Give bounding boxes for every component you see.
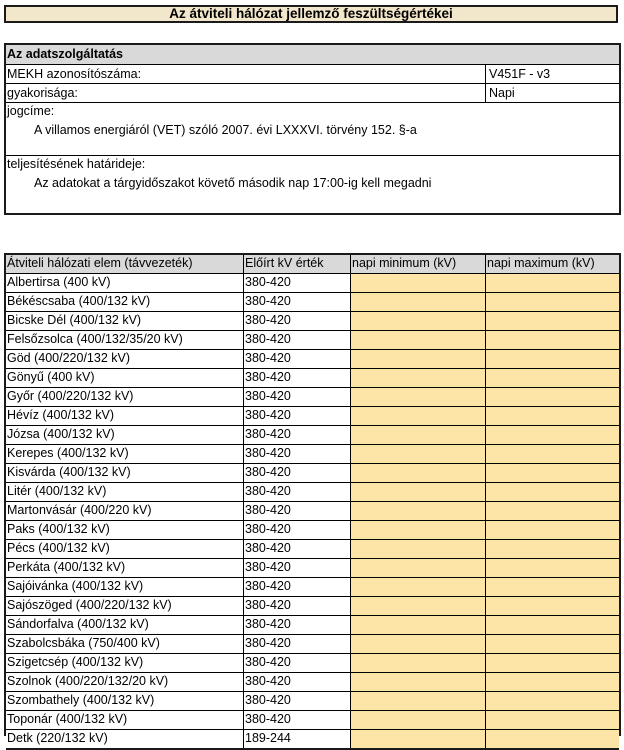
prescribed-kv-cell: 380-420 bbox=[244, 597, 351, 615]
table-row bbox=[6, 692, 619, 711]
table-header-row bbox=[6, 255, 619, 274]
legal-basis-text: A villamos energiáról (VET) szóló 2007. évi LXXXVI. törvény 152. §-a bbox=[34, 123, 417, 137]
column-header-element: Átviteli hálózati elem (távvezeték) bbox=[6, 255, 244, 273]
deadline-label: teljesítésének határideje: bbox=[7, 157, 146, 171]
prescribed-kv-cell: 380-420 bbox=[244, 711, 351, 729]
daily-minimum-input-cell[interactable] bbox=[351, 312, 486, 330]
prescribed-kv-cell: 380-420 bbox=[244, 426, 351, 444]
table-row bbox=[6, 464, 619, 483]
daily-minimum-input-cell[interactable] bbox=[351, 350, 486, 368]
table-row bbox=[6, 521, 619, 540]
daily-maximum-input-cell[interactable] bbox=[486, 730, 619, 748]
prescribed-kv-cell: 380-420 bbox=[244, 369, 351, 387]
table-row bbox=[6, 654, 619, 673]
daily-maximum-input-cell[interactable] bbox=[486, 654, 619, 672]
daily-minimum-input-cell[interactable] bbox=[351, 502, 486, 520]
table-row bbox=[6, 445, 619, 464]
id-label: MEKH azonosítószáma: bbox=[6, 65, 486, 83]
element-name-cell: Szombathely (400/132 kV) bbox=[6, 692, 244, 710]
daily-minimum-input-cell[interactable] bbox=[351, 654, 486, 672]
daily-minimum-input-cell[interactable] bbox=[351, 464, 486, 482]
table-row bbox=[6, 407, 619, 426]
prescribed-kv-cell: 380-420 bbox=[244, 312, 351, 330]
legal-basis-block bbox=[6, 103, 619, 156]
daily-maximum-input-cell[interactable] bbox=[486, 312, 619, 330]
prescribed-kv-cell: 380-420 bbox=[244, 559, 351, 577]
table-row bbox=[6, 502, 619, 521]
prescribed-kv-cell: 380-420 bbox=[244, 350, 351, 368]
element-name-cell: Toponár (400/132 kV) bbox=[6, 711, 244, 729]
daily-minimum-input-cell[interactable] bbox=[351, 635, 486, 653]
prescribed-kv-cell: 380-420 bbox=[244, 388, 351, 406]
daily-minimum-input-cell[interactable] bbox=[351, 521, 486, 539]
element-name-cell: Szigetcsép (400/132 kV) bbox=[6, 654, 244, 672]
prescribed-kv-cell: 380-420 bbox=[244, 464, 351, 482]
prescribed-kv-cell: 380-420 bbox=[244, 635, 351, 653]
table-row bbox=[6, 483, 619, 502]
table-row bbox=[6, 673, 619, 692]
daily-minimum-input-cell[interactable] bbox=[351, 274, 486, 292]
frequency-value: Napi bbox=[489, 86, 515, 100]
table-row bbox=[6, 730, 619, 750]
service-heading: Az adatszolgáltatás bbox=[6, 45, 619, 65]
prescribed-kv-cell: 380-420 bbox=[244, 483, 351, 501]
prescribed-kv-cell: 380-420 bbox=[244, 407, 351, 425]
voltage-table bbox=[4, 253, 621, 745]
daily-maximum-input-cell[interactable] bbox=[486, 464, 619, 482]
element-name-cell: Pécs (400/132 kV) bbox=[6, 540, 244, 558]
daily-minimum-input-cell[interactable] bbox=[351, 388, 486, 406]
legal-basis-label: jogcíme: bbox=[7, 104, 55, 118]
daily-maximum-input-cell[interactable] bbox=[486, 540, 619, 558]
daily-minimum-input-cell[interactable] bbox=[351, 616, 486, 634]
daily-minimum-input-cell[interactable] bbox=[351, 559, 486, 577]
daily-maximum-input-cell[interactable] bbox=[486, 616, 619, 634]
element-name-cell: Martonvásár (400/220 kV) bbox=[6, 502, 244, 520]
table-row bbox=[6, 369, 619, 388]
daily-maximum-input-cell[interactable] bbox=[486, 635, 619, 653]
service-info-box bbox=[4, 43, 621, 215]
daily-minimum-input-cell[interactable] bbox=[351, 578, 486, 596]
daily-maximum-input-cell[interactable] bbox=[486, 597, 619, 615]
daily-maximum-input-cell[interactable] bbox=[486, 274, 619, 292]
element-name-cell: Sajószöged (400/220/132 kV) bbox=[6, 597, 244, 615]
prescribed-kv-cell: 189-244 bbox=[244, 730, 351, 748]
daily-maximum-input-cell[interactable] bbox=[486, 350, 619, 368]
daily-minimum-input-cell[interactable] bbox=[351, 711, 486, 729]
table-row bbox=[6, 388, 619, 407]
daily-maximum-input-cell[interactable] bbox=[486, 293, 619, 311]
table-row bbox=[6, 312, 619, 331]
element-name-cell: Szolnok (400/220/132/20 kV) bbox=[6, 673, 244, 691]
column-header-daily-maximum: napi maximum (kV) bbox=[487, 256, 595, 270]
table-row bbox=[6, 274, 619, 293]
page-title: Az átviteli hálózat jellemző feszültségértékei bbox=[4, 5, 618, 23]
id-value: V451F - v3 bbox=[489, 67, 551, 81]
frequency-label: gyakorisága: bbox=[6, 84, 486, 102]
daily-maximum-input-cell[interactable] bbox=[486, 388, 619, 406]
table-row bbox=[6, 331, 619, 350]
element-name-cell: Bicske Dél (400/132 kV) bbox=[6, 312, 244, 330]
daily-minimum-input-cell[interactable] bbox=[351, 331, 486, 349]
table-row bbox=[6, 540, 619, 559]
daily-minimum-input-cell[interactable] bbox=[351, 597, 486, 615]
table-row bbox=[6, 293, 619, 312]
table-row bbox=[6, 350, 619, 369]
daily-minimum-input-cell[interactable] bbox=[351, 730, 486, 748]
element-name-cell: Paks (400/132 kV) bbox=[6, 521, 244, 539]
prescribed-kv-cell: 380-420 bbox=[244, 274, 351, 292]
deadline-block bbox=[6, 156, 619, 216]
prescribed-kv-cell: 380-420 bbox=[244, 293, 351, 311]
daily-minimum-input-cell[interactable] bbox=[351, 426, 486, 444]
prescribed-kv-cell: 380-420 bbox=[244, 521, 351, 539]
table-row bbox=[6, 711, 619, 730]
prescribed-kv-cell: 380-420 bbox=[244, 616, 351, 634]
element-name-cell: Perkáta (400/132 kV) bbox=[6, 559, 244, 577]
daily-maximum-input-cell[interactable] bbox=[486, 673, 619, 691]
table-row bbox=[6, 597, 619, 616]
prescribed-kv-cell: 380-420 bbox=[244, 445, 351, 463]
daily-minimum-input-cell[interactable] bbox=[351, 293, 486, 311]
element-name-cell: Győr (400/220/132 kV) bbox=[6, 388, 244, 406]
daily-minimum-input-cell[interactable] bbox=[351, 540, 486, 558]
element-name-cell: Szabolcsbáka (750/400 kV) bbox=[6, 635, 244, 653]
prescribed-kv-cell: 380-420 bbox=[244, 692, 351, 710]
column-header-daily-minimum: napi minimum (kV) bbox=[351, 255, 486, 273]
element-name-cell: Gönyű (400 kV) bbox=[6, 369, 244, 387]
daily-minimum-input-cell[interactable] bbox=[351, 369, 486, 387]
daily-minimum-input-cell[interactable] bbox=[351, 692, 486, 710]
element-name-cell: Békéscsaba (400/132 kV) bbox=[6, 293, 244, 311]
frequency-row bbox=[6, 84, 619, 103]
table-row bbox=[6, 578, 619, 597]
element-name-cell: Józsa (400/132 kV) bbox=[6, 426, 244, 444]
daily-maximum-input-cell[interactable] bbox=[486, 483, 619, 501]
element-name-cell: Kisvárda (400/132 kV) bbox=[6, 464, 244, 482]
daily-maximum-input-cell[interactable] bbox=[486, 692, 619, 710]
daily-minimum-input-cell[interactable] bbox=[351, 407, 486, 425]
element-name-cell: Göd (400/220/132 kV) bbox=[6, 350, 244, 368]
prescribed-kv-cell: 380-420 bbox=[244, 331, 351, 349]
daily-maximum-input-cell[interactable] bbox=[486, 407, 619, 425]
daily-minimum-input-cell[interactable] bbox=[351, 445, 486, 463]
id-row bbox=[6, 65, 619, 84]
table-row bbox=[6, 616, 619, 635]
deadline-text: Az adatokat a tárgyidőszakot követő második nap 17:00-ig kell megadni bbox=[34, 176, 432, 190]
element-name-cell: Litér (400/132 kV) bbox=[6, 483, 244, 501]
table-row bbox=[6, 635, 619, 654]
element-name-cell: Albertirsa (400 kV) bbox=[6, 274, 244, 292]
daily-maximum-input-cell[interactable] bbox=[486, 369, 619, 387]
prescribed-kv-cell: 380-420 bbox=[244, 540, 351, 558]
element-name-cell: Hévíz (400/132 kV) bbox=[6, 407, 244, 425]
daily-maximum-input-cell[interactable] bbox=[486, 502, 619, 520]
daily-maximum-input-cell[interactable] bbox=[486, 578, 619, 596]
element-name-cell: Felsőzsolca (400/132/35/20 kV) bbox=[6, 331, 244, 349]
prescribed-kv-cell: 380-420 bbox=[244, 502, 351, 520]
daily-maximum-input-cell[interactable] bbox=[486, 711, 619, 729]
element-name-cell: Sándorfalva (400/132 kV) bbox=[6, 616, 244, 634]
table-row bbox=[6, 559, 619, 578]
prescribed-kv-cell: 380-420 bbox=[244, 654, 351, 672]
element-name-cell: Kerepes (400/132 kV) bbox=[6, 445, 244, 463]
prescribed-kv-cell: 380-420 bbox=[244, 673, 351, 691]
daily-maximum-input-cell[interactable] bbox=[486, 331, 619, 349]
daily-maximum-input-cell[interactable] bbox=[486, 445, 619, 463]
daily-minimum-input-cell[interactable] bbox=[351, 673, 486, 691]
element-name-cell: Sajóivánka (400/132 kV) bbox=[6, 578, 244, 596]
element-name-cell: Detk (220/132 kV) bbox=[6, 730, 244, 748]
daily-minimum-input-cell[interactable] bbox=[351, 483, 486, 501]
prescribed-kv-cell: 380-420 bbox=[244, 578, 351, 596]
daily-maximum-input-cell[interactable] bbox=[486, 559, 619, 577]
table-row bbox=[6, 426, 619, 445]
column-header-prescribed-kv: Előírt kV érték bbox=[244, 255, 351, 273]
daily-maximum-input-cell[interactable] bbox=[486, 521, 619, 539]
daily-maximum-input-cell[interactable] bbox=[486, 426, 619, 444]
